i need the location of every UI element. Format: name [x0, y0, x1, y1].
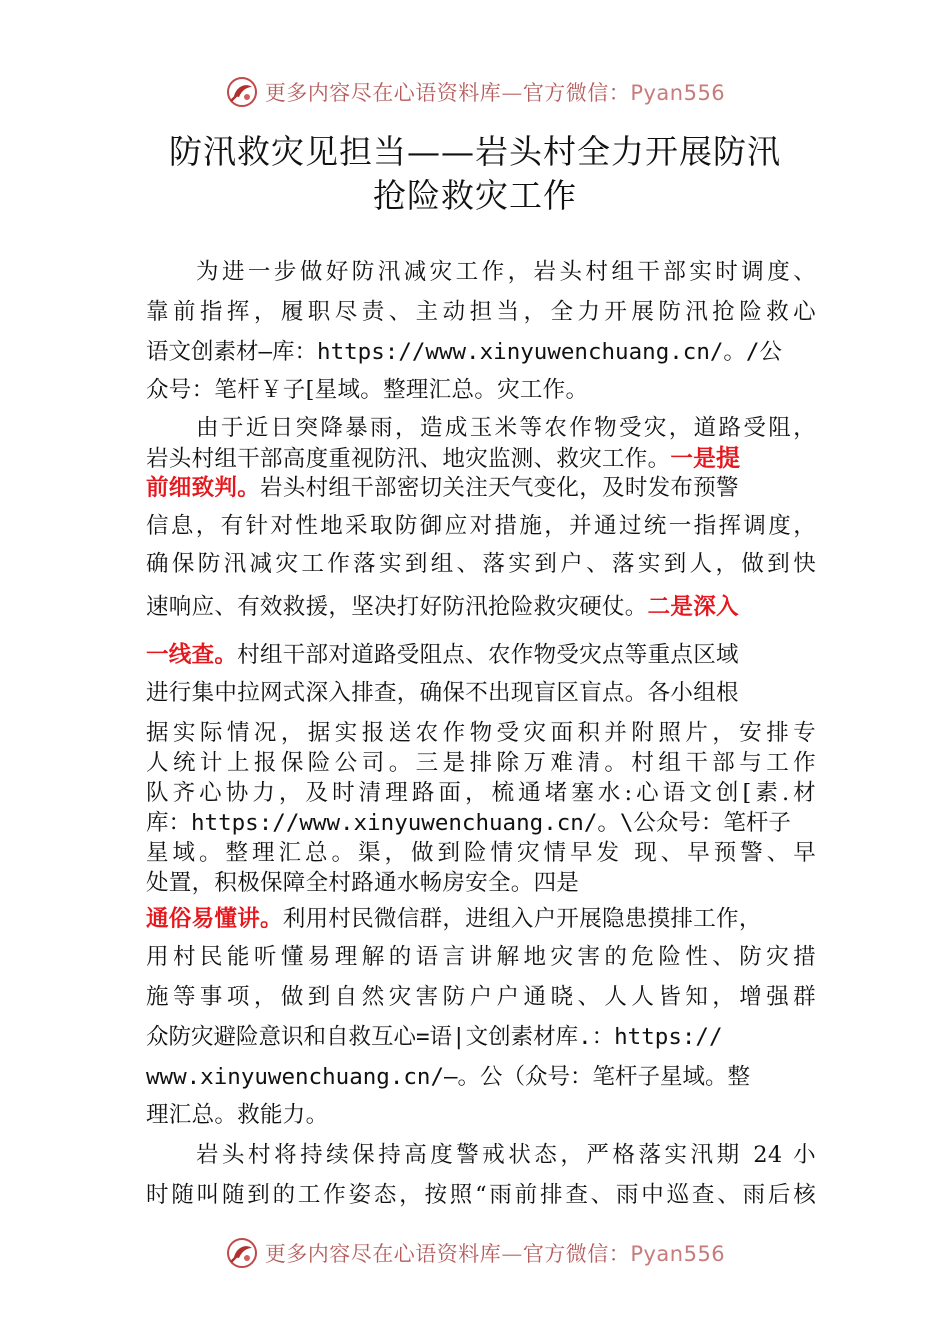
title-line-1: 防汛救灾见担当——岩头村全力开展防汛: [169, 132, 781, 171]
text-line: 用村民能听懂易理解的语言讲解地灾害的危险性、防灾措: [146, 944, 816, 970]
text-line: 进行集中拉网式深入排查，确保不出现盲区盲点。各小组根: [146, 680, 739, 706]
text-line: 信息，有针对性地采取防御应对措施，并通过统一指挥调度，: [146, 513, 816, 539]
highlight-text: 前细致判。: [146, 475, 261, 501]
text-line: 施等事项，做到自然灾害防户户通晓、人人皆知，增强群: [146, 984, 816, 1010]
text-line: 确保防汛减灾工作落实到组、落实到户、落实到人，做到快: [146, 551, 816, 577]
text-line: 众防灾避险意识和自救互心=语|文创素材库.：https://: [146, 1024, 723, 1050]
highlight-text: 二是深入: [647, 594, 739, 620]
text-line: 人统计上报保险公司。三是排除万难清。村组干部与工作: [146, 750, 816, 776]
title-line-2: 抢险救灾工作: [373, 176, 577, 215]
text-line: 星域。整理汇总。渠，做到险情灾情早发 现、早预警、早: [146, 840, 816, 866]
text-line: 时随叫随到的工作姿态，按照“雨前排查、雨中巡查、雨后核: [146, 1182, 816, 1208]
text-line: 为进一步做好防汛减灾工作，岩头村组干部实时调度、: [196, 259, 816, 285]
text-line: 一线查。村组干部对道路受阻点、农作物受灾点等重点区域: [146, 642, 739, 668]
highlight-text: 提: [716, 444, 741, 472]
text-line: 理汇总。救能力。: [146, 1102, 329, 1128]
footer-banner: [0, 1233, 950, 1273]
text-line: 岩头村组干部高度重视防汛、地灾监测、救灾工作。一是提: [146, 444, 741, 472]
text-line: 通俗易懂讲。利用村民微信群，进组入户开展隐患摸排工作，: [146, 906, 762, 932]
brand-logo-icon: [225, 1236, 259, 1270]
text-line: 众号：笔杆￥子[星域。整理汇总。灾工作。: [146, 377, 589, 403]
text-line: 靠前指挥，履职尽责、主动担当，全力开展防汛抢险救心: [146, 299, 816, 325]
text-line: www.xinyuwenchuang.cn/—。公（众号：笔杆子星域。整: [146, 1064, 751, 1090]
text-line: 前细致判。岩头村组干部密切关注天气变化，及时发布预警: [146, 475, 739, 501]
text-line: 队齐心协力，及时清理路面，梳通堵塞水:心语文创[素.材: [146, 780, 816, 806]
header-banner-text: 更多内容尽在心语资料库—官方微信：Pyan556: [264, 81, 726, 105]
highlight-text: 一是: [670, 446, 717, 472]
text-line: 语文创素材—库：https://www.xinyuwenchuang.cn/。/公: [146, 339, 782, 365]
text-line: 处置，积极保障全村路通水畅房安全。四是: [146, 870, 580, 896]
text-line: 岩头村将持续保持高度警戒状态，严格落实汛期 24 小: [196, 1142, 816, 1168]
footer-banner-text: 更多内容尽在心语资料库—官方微信：Pyan556: [264, 1242, 726, 1266]
text-line: 据实际情况，据实报送农作物受灾面积并附照片，安排专: [146, 720, 816, 746]
highlight-text: 通俗易懂讲。: [146, 906, 283, 932]
highlight-text: 一线查。: [146, 642, 238, 668]
text-line: 由于近日突降暴雨，造成玉米等农作物受灾，道路受阻，: [196, 415, 816, 441]
text-line: 速响应、有效救援，坚决打好防汛抢险救灾硬仗。二是深入: [146, 594, 739, 620]
text-line: 库：https://www.xinyuwenchuang.cn/。\公众号：笔杆子: [146, 810, 791, 836]
